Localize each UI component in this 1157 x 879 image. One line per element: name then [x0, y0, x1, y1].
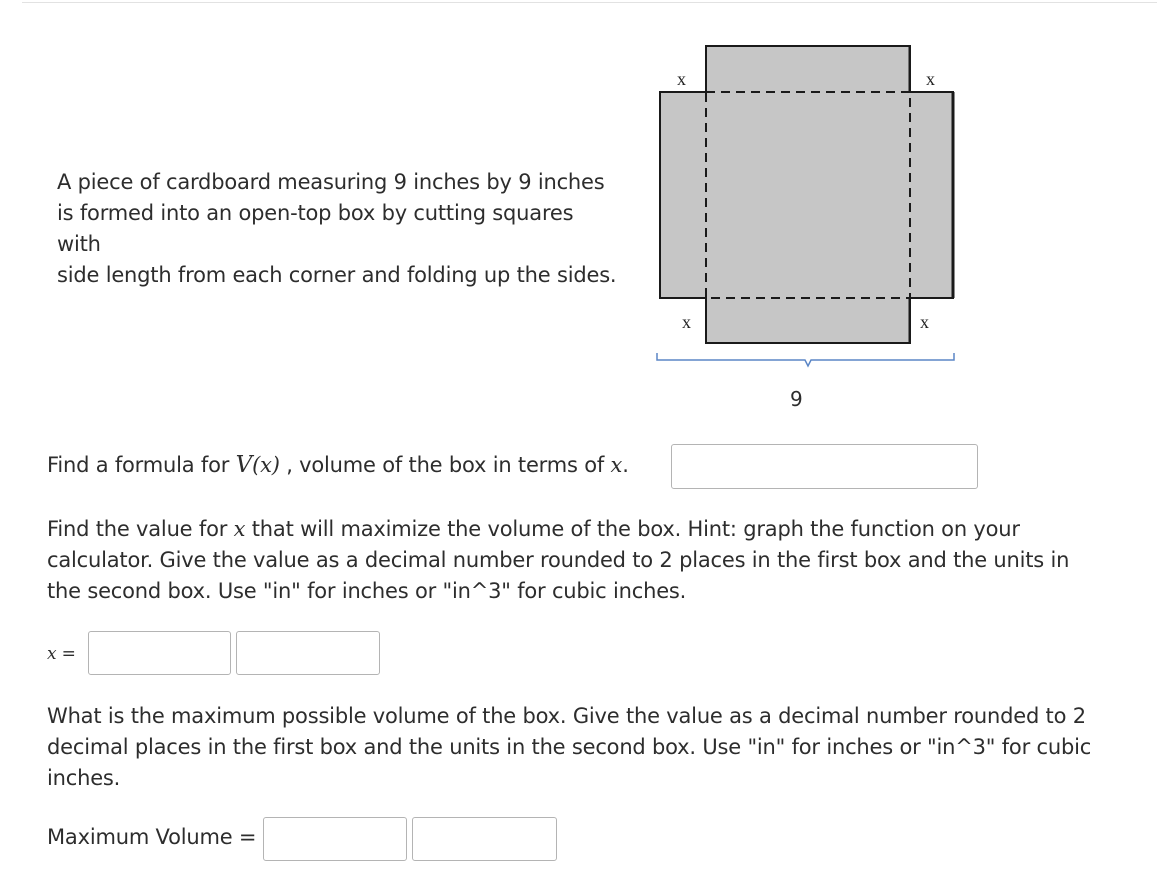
- cardboard-net: [660, 46, 954, 344]
- corner-label-bottom-left: x: [682, 312, 691, 332]
- question-3-text: What is the maximum possible volume of the box. Give the value as a decimal number rounded to 2 decimal places in the first box and the units in the second box. Use "in" for inches or "in^3" for cubic inches.: [47, 704, 1092, 790]
- intro-line-4: side length from each corner and folding up the sides.: [57, 263, 617, 287]
- x-answer-label: x =: [47, 644, 76, 664]
- cardboard-net-diagram: [648, 38, 978, 418]
- variable-x: x: [233, 517, 246, 541]
- intro-line-3: with: [57, 232, 101, 256]
- corner-label-top-left: x: [677, 69, 686, 89]
- x-value-input[interactable]: [88, 631, 231, 675]
- question-1-text: Find a formula for V(x) , volume of the box in terms of x.: [47, 452, 629, 478]
- problem-intro: [57, 167, 637, 291]
- top-divider: [22, 2, 1157, 3]
- dimension-brace: [657, 353, 954, 366]
- question-2-text: Find the value for x that will maximize the volume of the box. Hint: graph the function on your calculator. Give the value as a decimal number rounded to 2 places in the first box and the units in the second box. Use "in" for inches or "in^3" for cubic inches.: [47, 517, 1070, 603]
- corner-label-top-right: x: [926, 69, 935, 89]
- variable-x: x: [610, 453, 623, 477]
- dimension-label: 9: [790, 387, 803, 411]
- max-volume-units-input[interactable]: [412, 817, 557, 861]
- function-name: V: [235, 452, 253, 478]
- max-volume-label: Maximum Volume =: [47, 825, 257, 849]
- max-volume-value-input[interactable]: [263, 817, 407, 861]
- formula-input[interactable]: [671, 444, 978, 489]
- corner-label-bottom-right: x: [920, 312, 929, 332]
- function-arg: (x): [252, 453, 280, 477]
- intro-line-1: A piece of cardboard measuring 9 inches by 9 inches: [57, 170, 605, 194]
- intro-line-2: is formed into an open-top box by cutting squares: [57, 201, 574, 225]
- x-units-input[interactable]: [236, 631, 380, 675]
